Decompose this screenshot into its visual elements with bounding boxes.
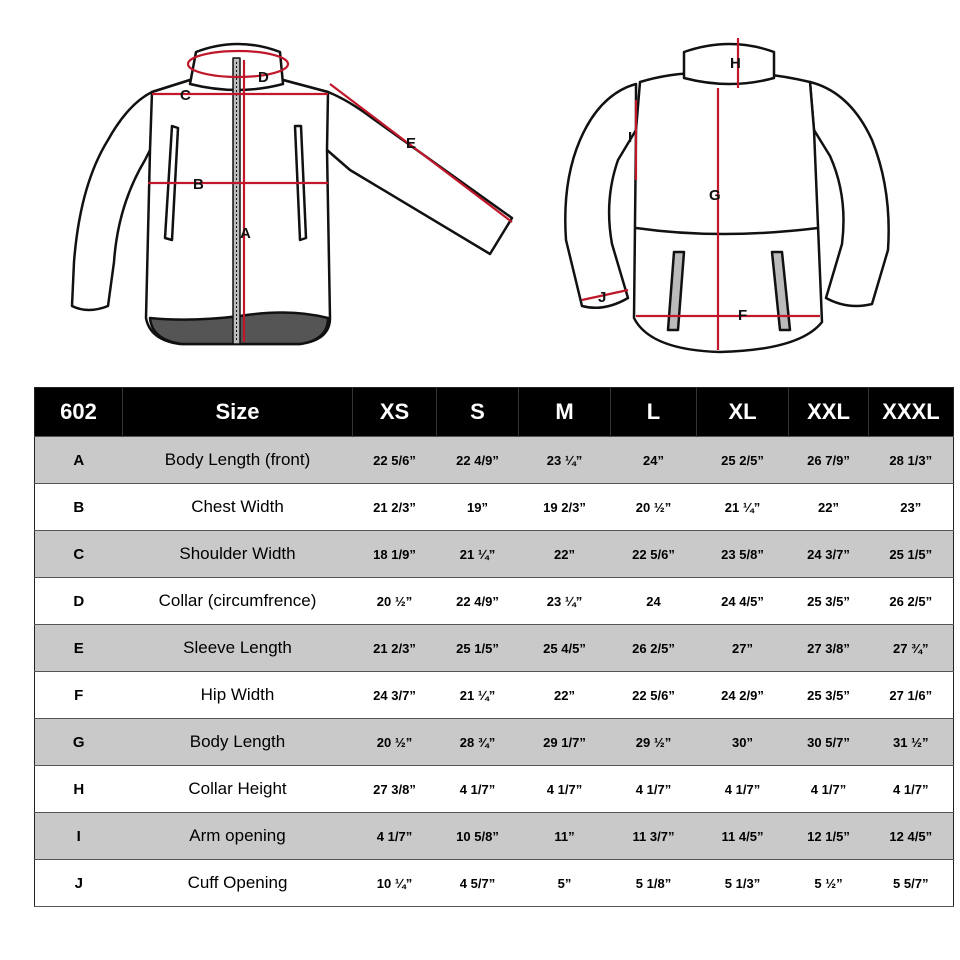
measure-value: 24 4/5”: [697, 578, 789, 625]
measure-value: 11 3/7”: [611, 813, 697, 860]
measure-value: 11 4/5”: [697, 813, 789, 860]
measure-label: Arm opening: [123, 813, 353, 860]
letter-j: J: [598, 289, 607, 306]
back-body: [634, 73, 822, 352]
measure-value: 25 1/5”: [437, 625, 519, 672]
measure-value: 30”: [697, 719, 789, 766]
measure-value: 5 1/8”: [611, 860, 697, 907]
measure-value: 23”: [869, 484, 954, 531]
measure-label: Hip Width: [123, 672, 353, 719]
measure-value: 10 ¼”: [353, 860, 437, 907]
measure-value: 24 3/7”: [789, 531, 869, 578]
header-cell: XS: [353, 388, 437, 437]
letter-i: I: [628, 129, 633, 146]
measure-value: 26 7/9”: [789, 437, 869, 484]
table-row: [35, 437, 954, 484]
measure-value: 27”: [697, 625, 789, 672]
measure-value: 30 5/7”: [789, 719, 869, 766]
letter-d: D: [258, 69, 269, 86]
letter-c: C: [180, 87, 191, 104]
table-row: [35, 578, 954, 625]
measure-value: 24 3/7”: [353, 672, 437, 719]
measure-code: A: [35, 437, 123, 484]
measure-label: Sleeve Length: [123, 625, 353, 672]
measure-value: 31 ½”: [869, 719, 954, 766]
measure-value: 5 5/7”: [869, 860, 954, 907]
measure-value: 4 1/7”: [789, 766, 869, 813]
measure-label: Body Length: [123, 719, 353, 766]
measure-value: 22 4/9”: [437, 578, 519, 625]
letter-e: E: [406, 135, 417, 152]
measure-value: 28 1/3”: [869, 437, 954, 484]
front-zipper: [233, 58, 240, 344]
measure-value: 24”: [611, 437, 697, 484]
measure-label: Collar (circumfrence): [123, 578, 353, 625]
measure-value: 29 1/7”: [519, 719, 611, 766]
table-row: [35, 719, 954, 766]
measure-value: 19”: [437, 484, 519, 531]
measure-value: 27 3/8”: [789, 625, 869, 672]
jacket-back-view: [565, 44, 888, 352]
measure-value: 20 ½”: [353, 578, 437, 625]
measure-value: 22 4/9”: [437, 437, 519, 484]
measure-value: 22 5/6”: [611, 531, 697, 578]
back-left-sleeve: [565, 84, 636, 308]
measure-value: 21 ¼”: [437, 531, 519, 578]
header-cell: L: [611, 388, 697, 437]
measure-value: 21 ¼”: [697, 484, 789, 531]
measure-value: 11”: [519, 813, 611, 860]
measure-value: 4 1/7”: [437, 766, 519, 813]
letter-g: G: [709, 187, 721, 204]
measure-value: 25 3/5”: [789, 672, 869, 719]
measure-label: Chest Width: [123, 484, 353, 531]
measure-value: 26 2/5”: [611, 625, 697, 672]
measure-label: Body Length (front): [123, 437, 353, 484]
measure-value: 24 2/9”: [697, 672, 789, 719]
table-row: [35, 531, 954, 578]
table-row: [35, 484, 954, 531]
measure-value: 23 ¼”: [519, 578, 611, 625]
table-row: [35, 672, 954, 719]
measure-value: 27 1/6”: [869, 672, 954, 719]
measure-value: 28 ¾”: [437, 719, 519, 766]
measure-value: 22 5/6”: [611, 672, 697, 719]
measure-value: 4 1/7”: [869, 766, 954, 813]
measure-value: 12 1/5”: [789, 813, 869, 860]
measure-code: G: [35, 719, 123, 766]
measure-value: 20 ½”: [611, 484, 697, 531]
measure-value: 21 2/3”: [353, 484, 437, 531]
header-cell: XXXL: [869, 388, 954, 437]
measure-value: 27 ¾”: [869, 625, 954, 672]
table-row: [35, 813, 954, 860]
measure-value: 21 2/3”: [353, 625, 437, 672]
table-header-row: [35, 388, 954, 437]
measure-code: B: [35, 484, 123, 531]
size-chart-table: [34, 387, 954, 907]
measure-label: Shoulder Width: [123, 531, 353, 578]
table-row: [35, 860, 954, 907]
measure-value: 5 1/3”: [697, 860, 789, 907]
letter-b: B: [193, 176, 204, 193]
letter-f: F: [738, 307, 748, 324]
measure-code: D: [35, 578, 123, 625]
header-cell: XXL: [789, 388, 869, 437]
measure-value: 22”: [519, 672, 611, 719]
measure-value: 4 1/7”: [697, 766, 789, 813]
measure-label: Collar Height: [123, 766, 353, 813]
measure-value: 4 5/7”: [437, 860, 519, 907]
measure-value: 20 ½”: [353, 719, 437, 766]
measure-value: 22”: [789, 484, 869, 531]
header-cell: 602: [35, 388, 123, 437]
table-body: [35, 437, 954, 907]
measure-value: 18 1/9”: [353, 531, 437, 578]
measure-value: 25 3/5”: [789, 578, 869, 625]
measure-value: 26 2/5”: [869, 578, 954, 625]
header-cell: XL: [697, 388, 789, 437]
header-cell: M: [519, 388, 611, 437]
table-row: [35, 766, 954, 813]
measure-value: 27 3/8”: [353, 766, 437, 813]
measure-code: J: [35, 860, 123, 907]
measure-value: 23 5/8”: [697, 531, 789, 578]
measure-value: 4 1/7”: [353, 813, 437, 860]
measure-value: 4 1/7”: [611, 766, 697, 813]
header-cell: S: [437, 388, 519, 437]
table-row: [35, 625, 954, 672]
header-cell: Size: [123, 388, 353, 437]
jacket-measurement-diagram: [0, 0, 960, 370]
measure-label: Cuff Opening: [123, 860, 353, 907]
measure-value: 22 5/6”: [353, 437, 437, 484]
measure-value: 25 1/5”: [869, 531, 954, 578]
measure-value: 23 ¼”: [519, 437, 611, 484]
measure-value: 21 ¼”: [437, 672, 519, 719]
measure-value: 10 5/8”: [437, 813, 519, 860]
measure-value: 29 ½”: [611, 719, 697, 766]
measure-value: 4 1/7”: [519, 766, 611, 813]
measure-code: C: [35, 531, 123, 578]
measure-value: 12 4/5”: [869, 813, 954, 860]
measure-value: 5 ½”: [789, 860, 869, 907]
measure-value: 19 2/3”: [519, 484, 611, 531]
measure-code: I: [35, 813, 123, 860]
measure-value: 25 4/5”: [519, 625, 611, 672]
measure-code: E: [35, 625, 123, 672]
measure-code: F: [35, 672, 123, 719]
measure-value: 24: [611, 578, 697, 625]
back-collar: [684, 44, 774, 84]
measure-value: 25 2/5”: [697, 437, 789, 484]
measure-value: 5”: [519, 860, 611, 907]
letter-h: H: [730, 55, 741, 72]
measure-code: H: [35, 766, 123, 813]
letter-a: A: [240, 225, 251, 242]
measure-value: 22”: [519, 531, 611, 578]
jacket-front-view: [72, 44, 512, 344]
back-right-sleeve: [810, 82, 889, 306]
